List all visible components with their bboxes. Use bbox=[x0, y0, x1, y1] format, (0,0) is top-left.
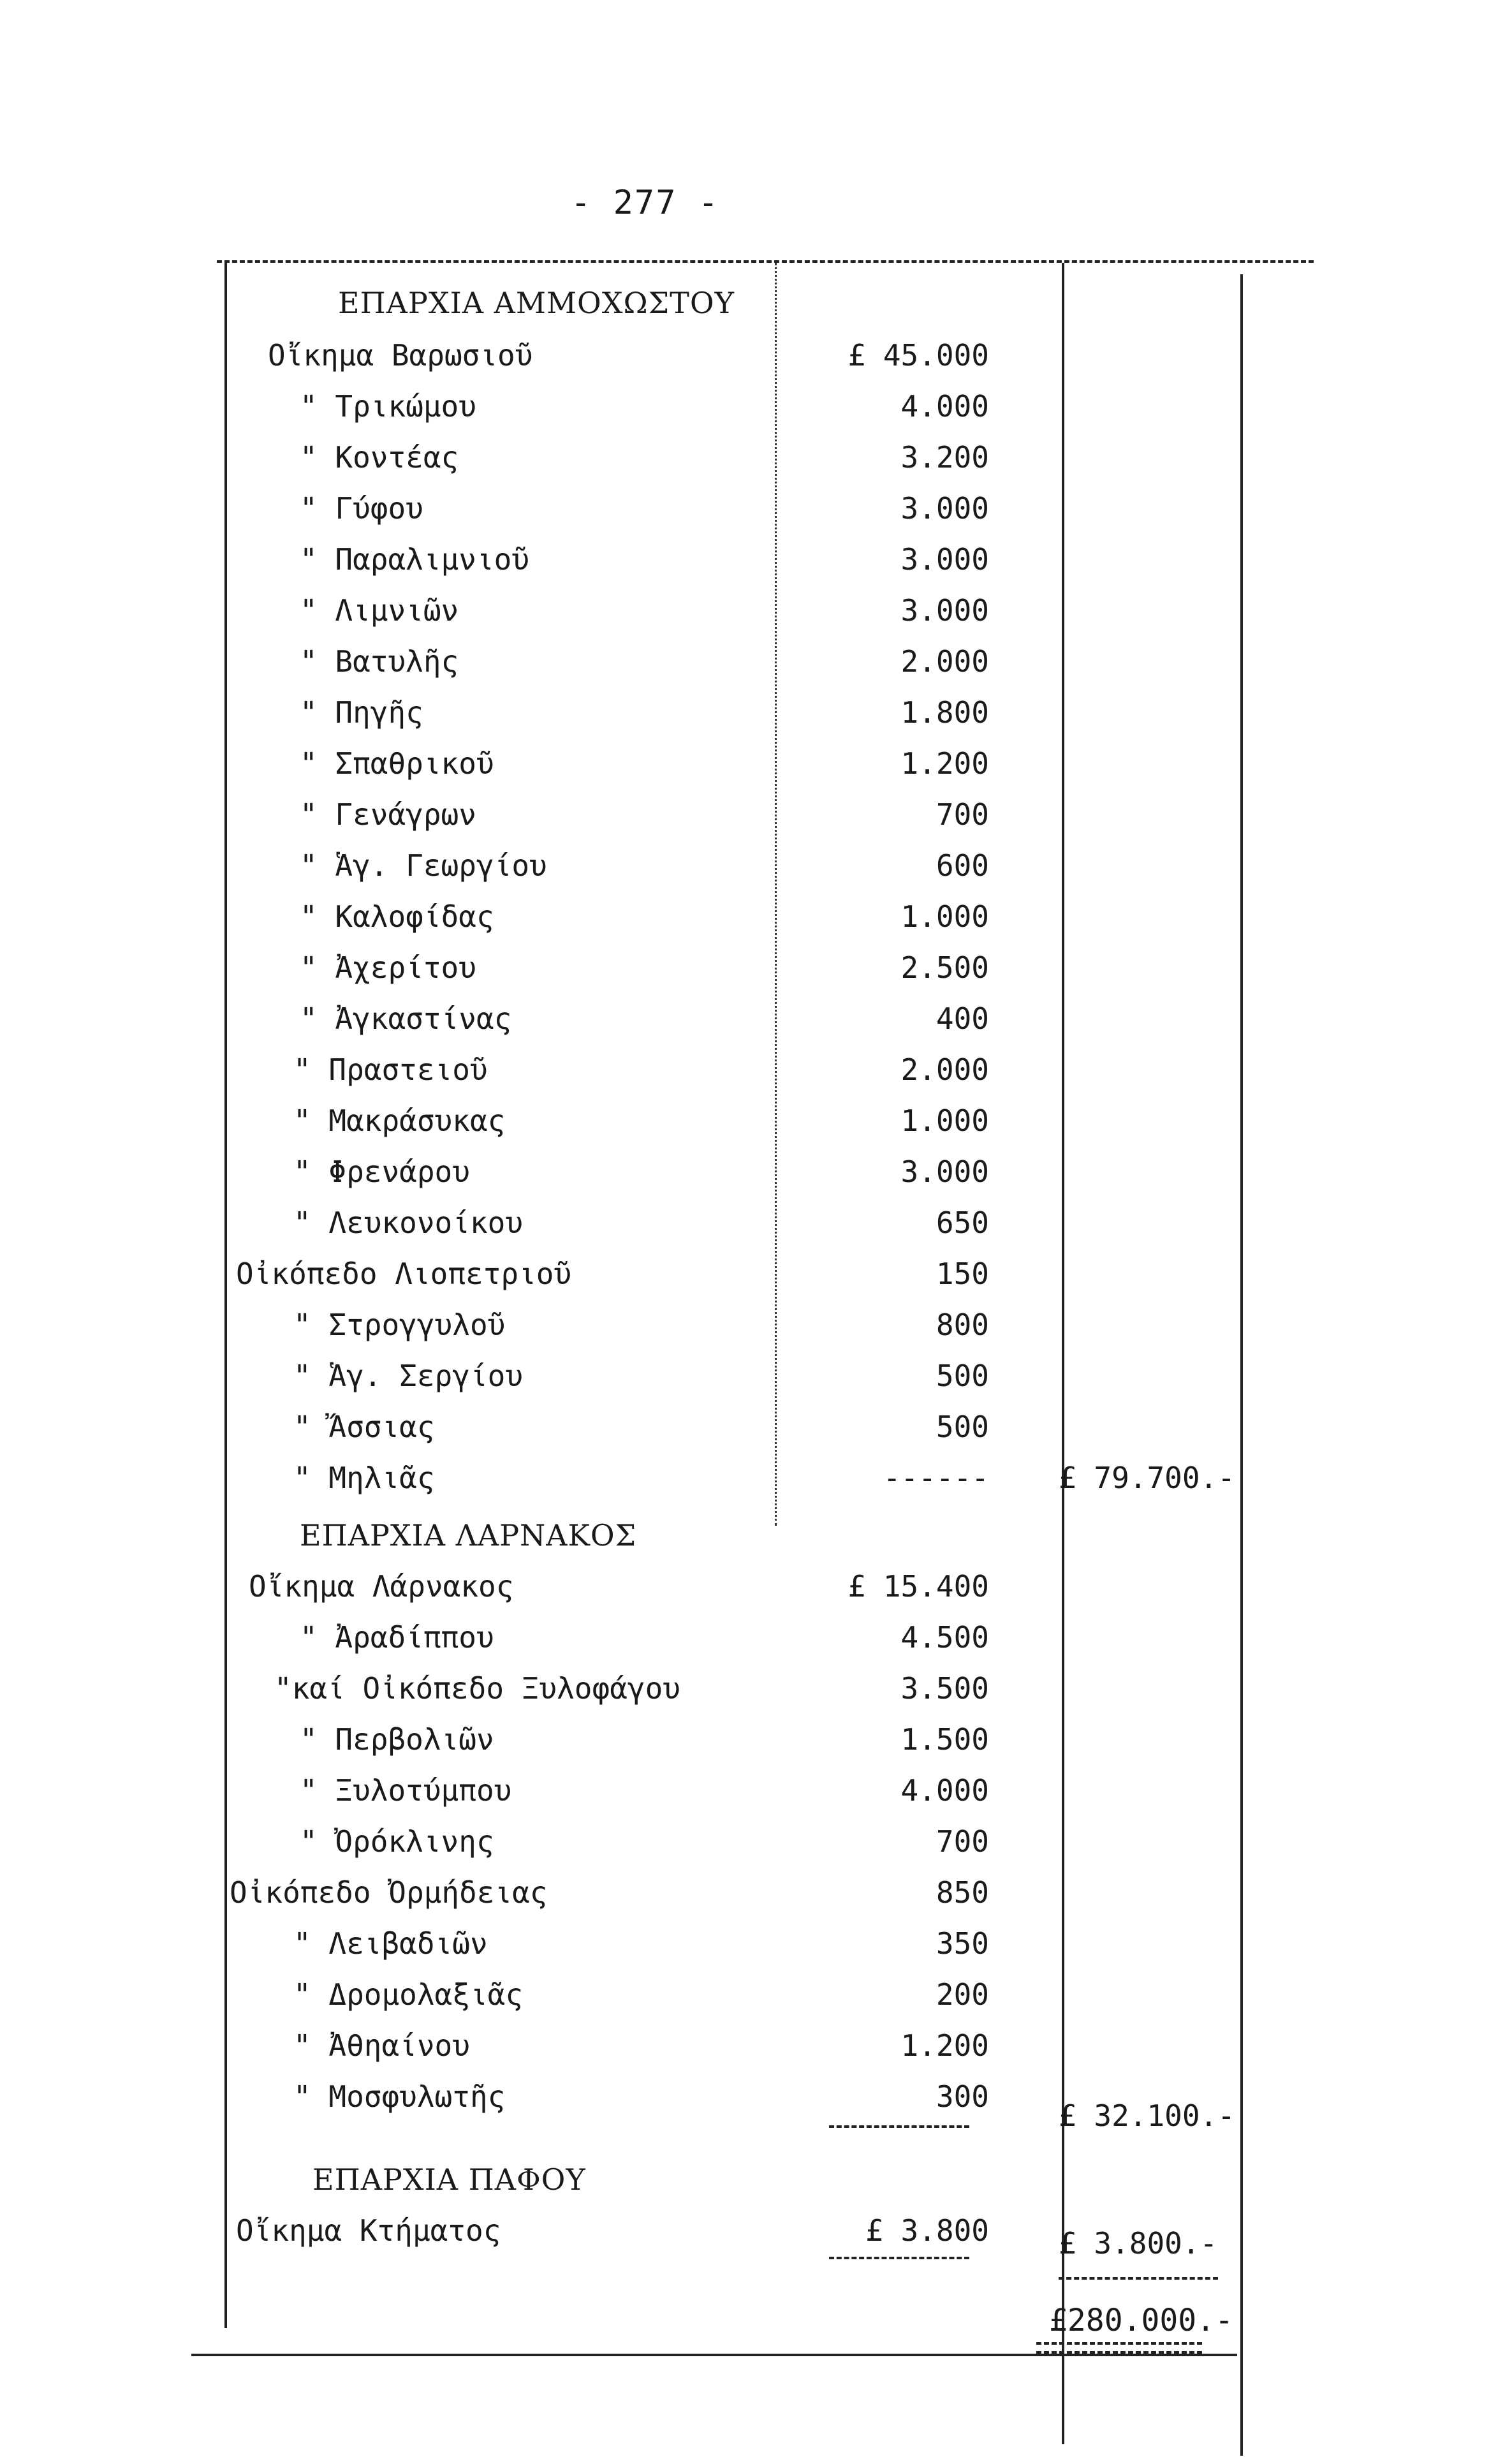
ledger-row bbox=[0, 2028, 1512, 2073]
ledger-row bbox=[0, 1926, 1512, 1971]
item-label: " Σπαθρικοῦ bbox=[300, 746, 494, 781]
ledger-row bbox=[0, 1308, 1512, 1352]
ledger-row bbox=[0, 848, 1512, 893]
item-amount: 1.500 bbox=[900, 1722, 989, 1757]
item-amount: 1.200 bbox=[900, 746, 989, 781]
item-label: " Μηλιᾶς bbox=[293, 1461, 435, 1495]
item-label: " Βατυλῆς bbox=[300, 644, 459, 679]
item-amount: 1.800 bbox=[900, 695, 989, 730]
ledger-row bbox=[0, 1103, 1512, 1148]
item-amount: 150 bbox=[936, 1257, 989, 1291]
section-subtotal: £ 79.700.- bbox=[1059, 1461, 1235, 1495]
ledger-row bbox=[0, 1977, 1512, 2022]
item-amount: 850 bbox=[936, 1875, 989, 1910]
item-amount: 500 bbox=[936, 1410, 989, 1444]
item-amount: 3.000 bbox=[900, 491, 989, 526]
grand-total: £280.000.- bbox=[1049, 2303, 1233, 2338]
ledger-row bbox=[0, 1773, 1512, 1818]
item-label: " Παραλιμνιοῦ bbox=[300, 542, 530, 577]
item-label: " Γύφου bbox=[300, 491, 423, 526]
item-label: " Λευκονοίκου bbox=[293, 1206, 524, 1240]
ledger-row bbox=[0, 1824, 1512, 1869]
item-label: " Καλοφίδας bbox=[300, 899, 494, 934]
ledger-row bbox=[0, 1052, 1512, 1097]
item-label: " Ἀθηαίνου bbox=[293, 2028, 470, 2063]
item-amount: ------ bbox=[883, 1461, 989, 1495]
item-label: " Φρενάρου bbox=[293, 1155, 470, 1189]
section-subtotal: £ 3.800.- bbox=[1059, 2226, 1218, 2261]
ledger-row bbox=[0, 899, 1512, 944]
item-label: " Στρογγυλοῦ bbox=[293, 1308, 506, 1342]
item-amount: 300 bbox=[936, 2079, 989, 2114]
item-amount: 2.000 bbox=[900, 644, 989, 679]
ledger-row bbox=[0, 1461, 1512, 1505]
item-label: " Ξυλοτύμπου bbox=[300, 1773, 512, 1808]
ledger-row bbox=[0, 695, 1512, 740]
item-label: " Ἁγ. Σεργίου bbox=[293, 1359, 524, 1393]
item-label: " Μοσφυλωτῆς bbox=[293, 2079, 506, 2114]
item-amount: 3.000 bbox=[900, 542, 989, 577]
item-label: " Ἀγκαστίνας bbox=[300, 1001, 512, 1036]
item-amount: 4.500 bbox=[900, 1620, 989, 1655]
item-amount: 200 bbox=[936, 1977, 989, 2012]
frame-top-rule bbox=[217, 260, 1314, 263]
item-amount: 650 bbox=[936, 1206, 989, 1240]
item-amount: £ 45.000 bbox=[848, 338, 989, 373]
item-label: " Περβολιῶν bbox=[300, 1722, 494, 1757]
ledger-row bbox=[0, 1359, 1512, 1403]
item-amount: 1.200 bbox=[900, 2028, 989, 2063]
ledger-row bbox=[0, 746, 1512, 791]
section-subtotal: £ 32.100.- bbox=[1059, 2099, 1235, 2133]
frame-bottom-rule bbox=[191, 2354, 1237, 2356]
item-label: Οἰκόπεδο Λιοπετριοῦ bbox=[236, 1257, 572, 1291]
ledger-row bbox=[0, 440, 1512, 485]
item-label: Οἴκημα Βαρωσιοῦ bbox=[268, 338, 533, 373]
ledger-row bbox=[0, 338, 1512, 383]
item-label: " Κοντέας bbox=[300, 440, 459, 475]
item-amount: 1.000 bbox=[900, 899, 989, 934]
item-label: " Λιμνιῶν bbox=[300, 593, 459, 628]
item-amount: 4.000 bbox=[900, 1773, 989, 1808]
ledger-row bbox=[0, 389, 1512, 434]
item-label: " Δρομολαξιᾶς bbox=[293, 1977, 524, 2012]
item-label: Οἴκημα Λάρνακος bbox=[249, 1569, 514, 1604]
ledger-row bbox=[0, 1875, 1512, 1920]
ledger-row bbox=[0, 1722, 1512, 1767]
ledger-row bbox=[0, 1620, 1512, 1665]
grand-total-double-underline bbox=[1036, 2342, 1202, 2345]
ledger-row bbox=[0, 1671, 1512, 1716]
item-label: " Τρικώμου bbox=[300, 389, 476, 424]
item-label: " Λειβαδιῶν bbox=[293, 1926, 488, 1961]
ledger-row bbox=[0, 2213, 1512, 2261]
ledger-row bbox=[0, 593, 1512, 638]
item-amount: 4.000 bbox=[900, 389, 989, 424]
subtotal-underline bbox=[1059, 2277, 1218, 2280]
section-heading-pafou: ΕΠΑΡΧΙΑ ΠΑΦΟΥ bbox=[312, 2162, 586, 2197]
item-amount: 2.000 bbox=[900, 1052, 989, 1087]
item-label: " Ἀχερίτου bbox=[300, 950, 476, 985]
item-label: "καί Οἰκόπεδο Ξυλοφάγου bbox=[274, 1671, 680, 1706]
ledger-row bbox=[0, 1206, 1512, 1250]
item-label: " Ἀραδίππου bbox=[300, 1620, 494, 1655]
item-amount: 700 bbox=[936, 797, 989, 832]
item-amount: 800 bbox=[936, 1308, 989, 1342]
ledger-row bbox=[0, 1155, 1512, 1199]
ledger-row bbox=[0, 1001, 1512, 1046]
ledger-row bbox=[0, 491, 1512, 536]
item-amount: 2.500 bbox=[900, 950, 989, 985]
ledger-row bbox=[0, 1410, 1512, 1454]
ledger-row bbox=[0, 644, 1512, 689]
page-number: - 277 - bbox=[571, 184, 720, 222]
item-label: Οἰκόπεδο Ὀρμήδειας bbox=[230, 1875, 548, 1910]
item-amount: 3.500 bbox=[900, 1671, 989, 1706]
item-amount: 350 bbox=[936, 1926, 989, 1961]
ledger-row bbox=[0, 1257, 1512, 1301]
item-amount: £ 15.400 bbox=[848, 1569, 989, 1604]
item-label: " Ὀρόκλινης bbox=[300, 1824, 494, 1859]
grand-total-double-underline bbox=[1036, 2351, 1202, 2354]
ledger-row bbox=[0, 797, 1512, 842]
item-label: " Ἁγ. Γεωργίου bbox=[300, 848, 547, 883]
item-label: " Γενάγρων bbox=[300, 797, 476, 832]
item-amount: 600 bbox=[936, 848, 989, 883]
item-amount: £ 3.800 bbox=[865, 2213, 989, 2248]
item-label: " Μακράσυκας bbox=[293, 1103, 506, 1138]
section-heading-larnakos: ΕΠΑΡΧΙΑ ΛΑΡΝΑΚΟΣ bbox=[300, 1518, 637, 1553]
item-amount: 700 bbox=[936, 1824, 989, 1859]
item-label: " Πηγῆς bbox=[300, 695, 423, 730]
ledger-row bbox=[0, 1569, 1512, 1614]
amount-underline bbox=[829, 2125, 969, 2128]
ledger-row bbox=[0, 2079, 1512, 2133]
item-amount: 400 bbox=[936, 1001, 989, 1036]
item-amount: 3.000 bbox=[900, 1155, 989, 1189]
ledger-row bbox=[0, 542, 1512, 587]
item-amount: 3.000 bbox=[900, 593, 989, 628]
item-label: " Ἄσσιας bbox=[293, 1410, 435, 1444]
item-label: " Πραστειοῦ bbox=[293, 1052, 488, 1087]
amount-underline bbox=[829, 2257, 969, 2259]
item-label: Οἴκημα Κτήματος bbox=[236, 2213, 501, 2248]
ledger-row bbox=[0, 950, 1512, 995]
section-heading-ammochostos: ΕΠΑΡΧΙΑ ΑΜΜΟΧΩΣΤΟΥ bbox=[338, 286, 735, 320]
item-amount: 3.200 bbox=[900, 440, 989, 475]
item-amount: 500 bbox=[936, 1359, 989, 1393]
item-amount: 1.000 bbox=[900, 1103, 989, 1138]
